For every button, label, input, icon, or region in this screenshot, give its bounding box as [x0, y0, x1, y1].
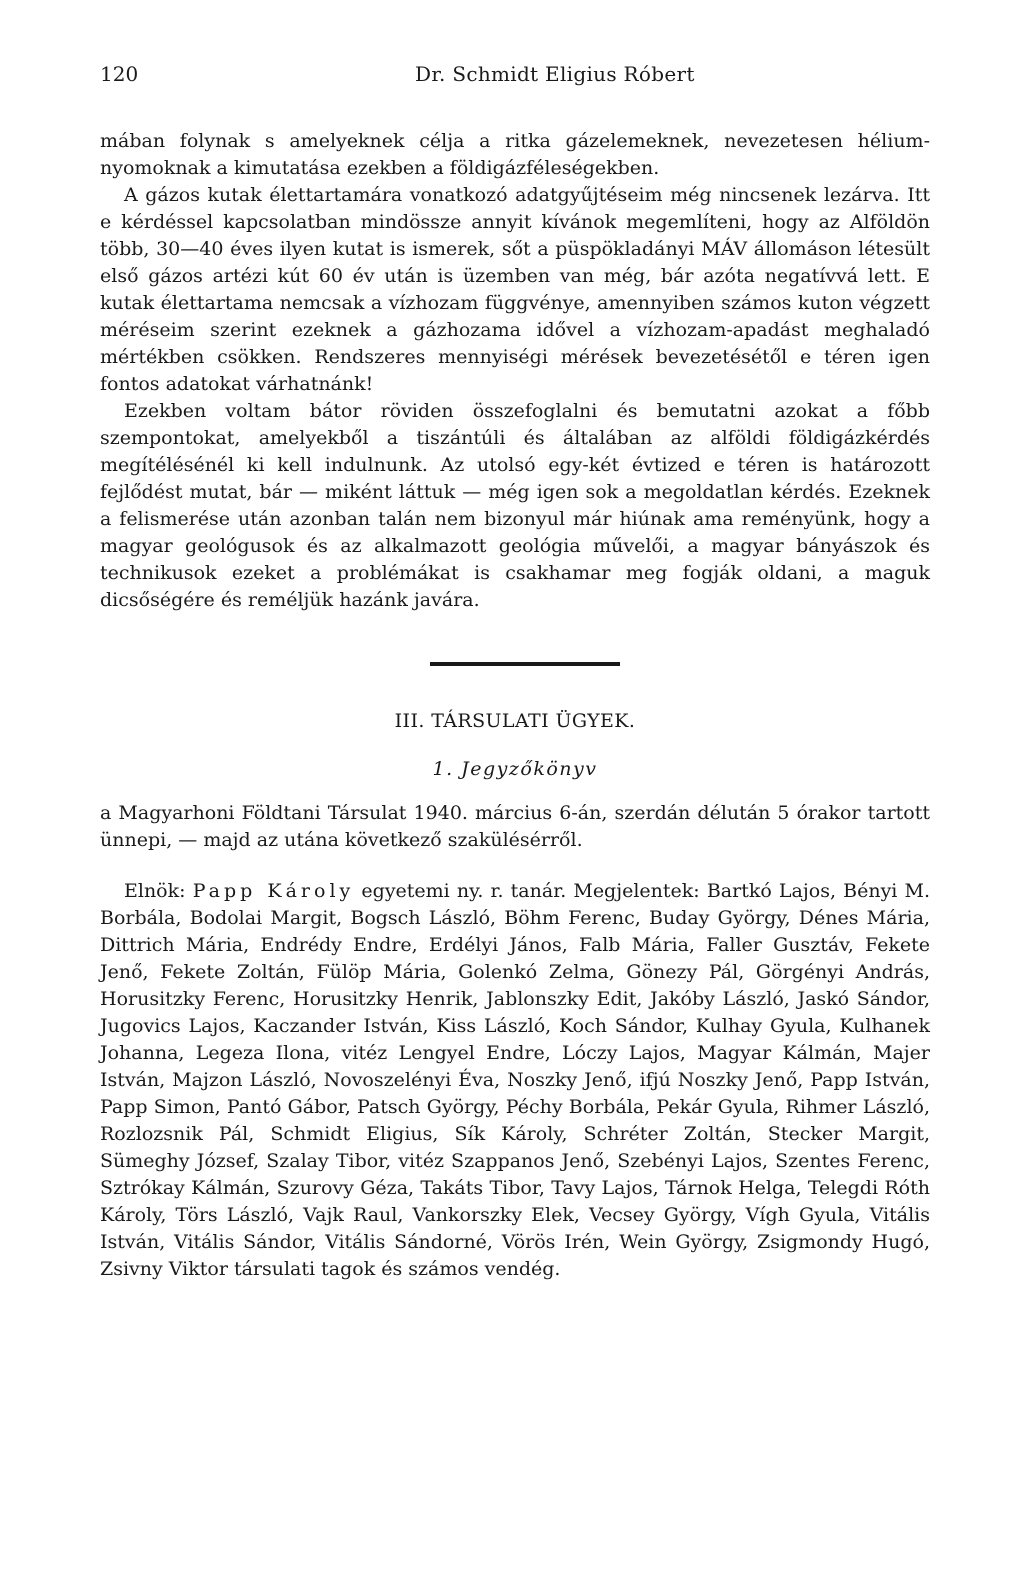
document-page: [100, 62, 930, 1283]
running-title: Dr. Schmidt Eligius Róbert: [415, 62, 695, 86]
section-subheading: 1. Jegyzőkönyv: [432, 758, 598, 780]
chair-name: Papp Károly: [192, 880, 355, 902]
minutes-intro: a Magyarhoni Földtani Társulat 1940. március 6-án, szerdán délután 5 órakor tartott ünnepi, — majd az utána következő szakülésérről.: [100, 802, 930, 851]
page-number: 120: [100, 62, 139, 86]
chair-label: Elnök:: [124, 880, 186, 902]
running-head: [100, 62, 930, 96]
attendance-paragraph: [100, 878, 930, 1283]
paragraph-1: mában folynak s amelyeknek célja a ritka gázelemeknek, nevezetesen hélium-nyomoknak a kimutatása ezekben a földigázféleségekben.: [100, 130, 930, 179]
section-heading: III. TÁRSULATI ÜGYEK.: [394, 710, 636, 732]
attendance-list: egyetemi ny. r. tanár. Megjelentek: Bartkó Lajos, Bényi M. Borbála, Bodolai Margit, Bogsch László, Böhm Ferenc, Buday György, Dénes Mária, Dittrich Mária, Endrédy Endre, Erdélyi János, Falb Mária, Faller Gusztáv, Fekete Jenő, Fekete Zoltán, Fülöp Mária, Golenkó Zelma, Gönezy Pál, Görgényi András, Horusitzky Ferenc, Horusitzky Henrik, Jablonszky Edit, Jakóby László, Jaskó Sándor, Jugovics Lajos, Kaczander István, Kiss László, Koch Sándor, Kulhay Gyula, Kulhanek Johanna, Legeza Ilona, vitéz Lengyel Endre, Lóczy Lajos, Magyar Kálmán, Majer István, Majzon László, Novoszelényi Éva, Noszky Jenő, ifjú Noszky Jenő, Papp István, Papp Simon, Pantó Gábor, Patsch György, Péchy Borbála, Pekár Gyula, Rihmer László, Rozlozsnik Pál, Schmidt Eligius, Sík Károly, Schréter Zoltán, Stecker Margit, Sümeghy József, Szalay Tibor, vitéz Szappanos Jenő, Szebényi Lajos, Szentes Ferenc, Sztrókay Kálmán, Szurovy Géza, Takáts Tibor, Tavy Lajos, Tárnok Helga, Telegdi Róth Károly, Törs László, Vajk Raul, Vankorszky Elek, Vecsey György, Vígh Gyula, Vitális István, Vitális Sándor, Vitális Sándorné, Vörös Irén, Wein György, Zsigmondy Hugó, Zsivny Viktor társulati tagok és számos vendég.: [100, 880, 931, 1280]
paragraph-3: Ezekben voltam bátor röviden összefoglalni és bemutatni azokat a főbb szempontokat, amelyekből a tiszántúli és általában az alföldi földigázkérdés megítélésénél ki kell indulnunk. Az utolsó egy-két évtized e téren is határozott fejlődést mutat, bár — miként láttuk — még igen sok a megoldatlan kérdés. Ezeknek a felismerése után azonban talán nem bizonyul már hiúnak ama reményünk, hogy a magyar geológusok és az alkalmazott geológia művelői, a magyar bányászok és technikusok ezeket a problémákat is csakhamar meg fogják oldani, a maguk dicsőségére és reméljük hazánk javára.: [100, 400, 930, 611]
section-divider: [430, 662, 620, 666]
paragraph-2: A gázos kutak élettartamára vonatkozó adatgyűjtéseim még nincsenek lezárva. Itt e kérdéssel kapcsolatban mindössze annyit kívánok megemlíteni, hogy az Alföldön több, 30—40 éves ilyen kutat is ismerek, sőt a püspökladányi MÁV állomáson létesült első gázos artézi kút 60 év után is üzemben van még, bár azóta negatívvá lett. E kutak élettartama nemcsak a vízhozam függvénye, amennyiben számos kuton végzett méréseim szerint ezeknek a gázhozama idővel a vízhozam-apadást meghaladó mértékben csökken. Rendszeres mennyiségi mérések bevezetésétől e téren igen fontos adatokat várhatnánk!: [100, 184, 930, 395]
